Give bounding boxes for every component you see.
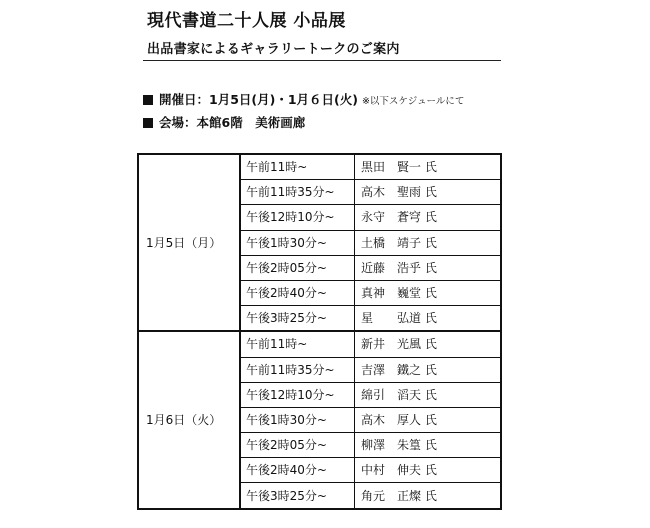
bullet-square-icon <box>143 118 153 128</box>
schedule-time-cell: 午後2時40分~ <box>240 280 355 305</box>
event-dates-label: 開催日：1月5日(月)・1月６日(火) <box>159 92 358 107</box>
schedule-day-cell: 1月6日（火） <box>138 331 240 508</box>
title-divider <box>143 60 501 61</box>
schedule-speaker-cell: 綿引 滔天 氏 <box>355 382 502 407</box>
schedule-speaker-cell: 柳澤 朱篁 氏 <box>355 433 502 458</box>
schedule-time-cell: 午後1時30分~ <box>240 230 355 255</box>
schedule-speaker-cell: 角元 正燦 氏 <box>355 483 502 509</box>
page-subtitle: 出品書家によるギャラリートークのご案内 <box>147 42 400 57</box>
event-venue-label: 会場：本館6階 美術画廊 <box>159 115 306 130</box>
schedule-speaker-cell: 黒田 賢一 氏 <box>355 154 502 180</box>
schedule-time-cell: 午後3時25分~ <box>240 306 355 332</box>
schedule-row <box>138 331 501 357</box>
page-title: 現代書道二十人展 小品展 <box>147 11 346 31</box>
schedule-time-cell: 午後12時10分~ <box>240 382 355 407</box>
schedule-time-cell: 午後12時10分~ <box>240 205 355 230</box>
schedule-speaker-cell: 中村 伸夫 氏 <box>355 458 502 483</box>
schedule-time-cell: 午前11時~ <box>240 331 355 357</box>
schedule-speaker-cell: 星 弘道 氏 <box>355 306 502 332</box>
schedule-speaker-cell: 土橋 靖子 氏 <box>355 230 502 255</box>
schedule-row <box>138 154 501 180</box>
bullet-square-icon <box>143 95 153 105</box>
schedule-time-cell: 午前11時35分~ <box>240 357 355 382</box>
event-dates <box>143 90 464 108</box>
event-venue <box>143 113 305 131</box>
schedule-speaker-cell: 吉澤 鐵之 氏 <box>355 357 502 382</box>
schedule-speaker-cell: 高木 厚人 氏 <box>355 407 502 432</box>
schedule-time-cell: 午後3時25分~ <box>240 483 355 509</box>
schedule-time-cell: 午前11時~ <box>240 154 355 180</box>
schedule-speaker-cell: 近藤 浩乎 氏 <box>355 255 502 280</box>
schedule-time-cell: 午後2時05分~ <box>240 255 355 280</box>
schedule-speaker-cell: 永守 蒼穹 氏 <box>355 205 502 230</box>
schedule-table-body <box>138 154 501 509</box>
schedule-day-cell: 1月5日（月） <box>138 154 240 331</box>
schedule-time-cell: 午前11時35分~ <box>240 180 355 205</box>
schedule-time-cell: 午後2時05分~ <box>240 433 355 458</box>
schedule-time-cell: 午後1時30分~ <box>240 407 355 432</box>
schedule-table <box>137 153 502 510</box>
schedule-speaker-cell: 真神 巍堂 氏 <box>355 280 502 305</box>
schedule-speaker-cell: 高木 聖雨 氏 <box>355 180 502 205</box>
event-dates-note: ※以下スケジュールにて <box>361 96 465 107</box>
schedule-speaker-cell: 新井 光風 氏 <box>355 331 502 357</box>
schedule-time-cell: 午後2時40分~ <box>240 458 355 483</box>
